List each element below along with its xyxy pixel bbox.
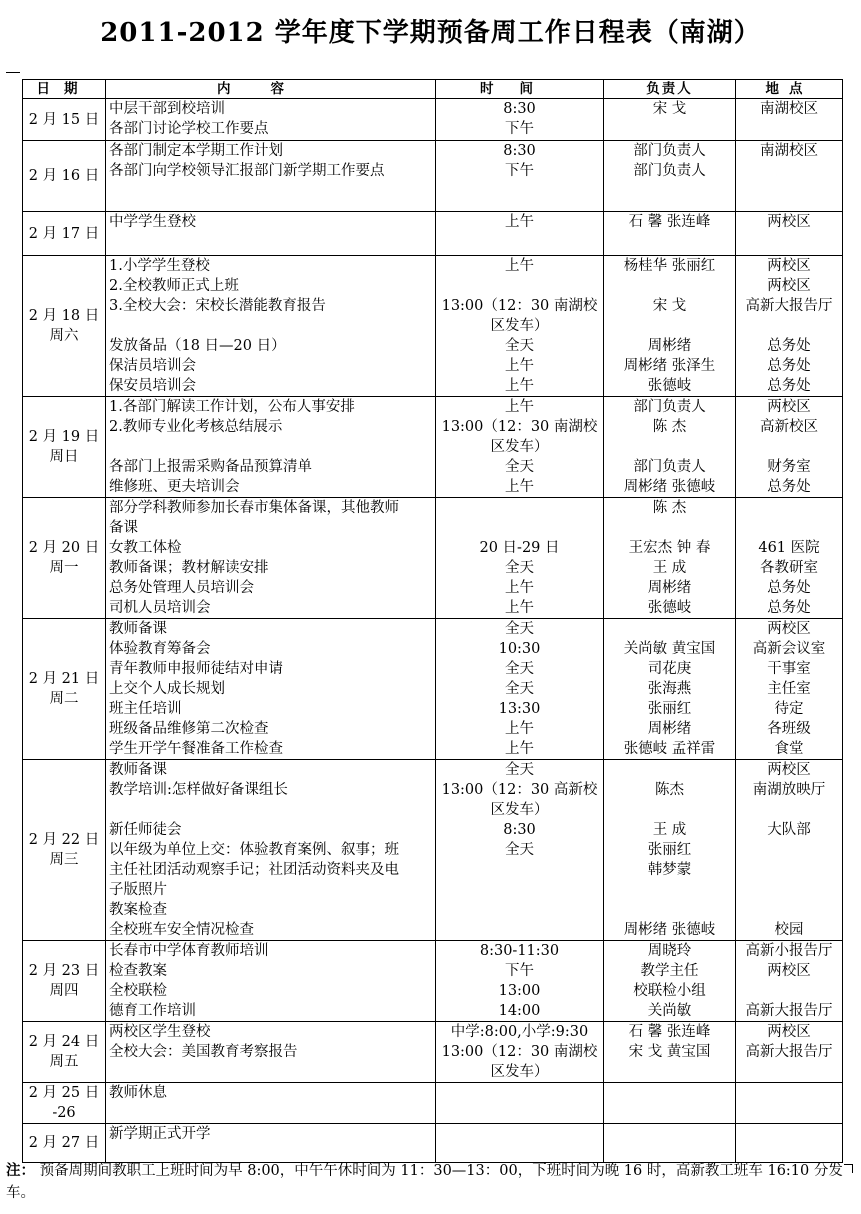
cell-time-line: 全天 xyxy=(505,459,534,475)
cell-person xyxy=(604,1083,736,1124)
corner-mark xyxy=(844,1164,853,1173)
cell-place xyxy=(736,1022,843,1083)
cell-person-line: 周彬绪 xyxy=(647,580,692,596)
cell-place-line xyxy=(739,1124,839,1144)
cell-person-line: 宋 戈 黄宝国 xyxy=(628,1044,711,1060)
cell-time xyxy=(436,619,604,760)
cell-content-line: 各部门制定本学期工作计划 xyxy=(109,143,283,159)
table-row xyxy=(23,99,843,141)
cell-time-line: 13:00（12：30 南湖校 xyxy=(441,298,598,314)
cell-content-line: 各部门讨论学校工作要点 xyxy=(109,121,269,137)
cell-time xyxy=(436,941,604,1022)
cell-place-line: 干事室 xyxy=(767,661,811,677)
cell-time-line: 下午 xyxy=(505,121,534,137)
cell-date xyxy=(23,619,106,760)
cell-date xyxy=(23,1124,106,1163)
date-line: 周四 xyxy=(49,983,79,999)
cell-content-line: 教师备课 xyxy=(109,621,167,637)
cell-person-line: 王 成 xyxy=(652,822,687,838)
cell-place-line xyxy=(739,518,839,538)
table-row xyxy=(23,397,843,498)
cell-person xyxy=(604,212,736,256)
cell-place-line: 主任室 xyxy=(767,681,811,697)
cell-date xyxy=(23,397,106,498)
cell-content-line: 1.小学学生登校 xyxy=(109,258,210,274)
cell-place-line: 高新大报告厅 xyxy=(745,298,833,314)
cell-place-line: 总务处 xyxy=(767,580,811,596)
header-person: 负责人 xyxy=(604,80,736,99)
cell-time-line xyxy=(439,920,600,940)
cell-time-line xyxy=(439,518,600,538)
cell-time-line xyxy=(439,1083,600,1103)
cell-person-line: 张丽红 xyxy=(647,842,692,858)
cell-place-line: 高新小报告厅 xyxy=(745,943,833,959)
cell-person-line: 王 成 xyxy=(652,560,687,576)
cell-content xyxy=(106,141,436,212)
date-line: 2 月 17 日 xyxy=(28,225,100,242)
cell-time-line: 10:30 xyxy=(498,641,541,657)
cell-content xyxy=(106,1083,436,1124)
cell-person-line xyxy=(607,619,732,639)
date-line: 2 月 24 日 xyxy=(28,1034,100,1050)
date-line: -26 xyxy=(52,1105,76,1121)
cell-time-line: 8:30 xyxy=(503,101,536,117)
cell-person xyxy=(604,1124,736,1163)
cell-place-line: 高新校区 xyxy=(760,419,818,435)
cell-person xyxy=(604,99,736,141)
cell-content-line: 部分学科教师参加长春市集体备课，其他教师 xyxy=(109,500,399,516)
cell-time-line: 全天 xyxy=(505,661,534,677)
cell-time-line: 上午 xyxy=(505,721,534,737)
cell-person-line: 张丽红 xyxy=(647,701,692,717)
table-row xyxy=(23,498,843,619)
cell-place-line xyxy=(739,800,839,820)
cell-time-line: 全天 xyxy=(505,621,534,637)
cell-person-line: 张德岐 xyxy=(647,378,692,394)
cell-content xyxy=(106,619,436,760)
cell-place-line xyxy=(739,498,839,518)
table-row xyxy=(23,619,843,760)
cell-person-line: 部门负责人 xyxy=(633,459,706,475)
cell-time-line xyxy=(439,860,600,880)
cell-content-line: 保安员培训会 xyxy=(109,378,196,394)
cell-place-line: 校园 xyxy=(774,922,804,938)
cell-person-line: 关尚敏 黄宝国 xyxy=(623,641,716,657)
cell-person xyxy=(604,141,736,212)
cell-person-line xyxy=(607,1062,732,1082)
cell-content-line: 学生开学午餐准备工作检查 xyxy=(109,741,283,757)
header-time: 时间 xyxy=(436,80,604,99)
cell-content-line: 中层干部到校培训 xyxy=(109,101,225,117)
cell-content-line: 1.各部门解读工作计划，公布人事安排 xyxy=(109,399,355,415)
cell-date xyxy=(23,212,106,256)
cell-person-line: 王宏杰 钟 春 xyxy=(628,540,711,556)
cell-content xyxy=(106,256,436,397)
cell-person-line: 陈杰 xyxy=(655,782,684,798)
table-row xyxy=(23,760,843,941)
cell-person-line xyxy=(607,1083,732,1103)
cell-content-line: 检查教案 xyxy=(109,963,167,979)
cell-place-line: 南湖放映厅 xyxy=(752,782,826,798)
cell-content-line: 体验教育筹备会 xyxy=(109,641,211,657)
cell-time-line: 13:00（12：30 高新校 xyxy=(441,782,598,798)
cell-time-line: 区发车） xyxy=(490,439,549,455)
cell-time-line: 13:00（12：30 南湖校 xyxy=(441,419,598,435)
cell-place-line: 两校区 xyxy=(767,762,811,778)
cell-time-line: 13:00 xyxy=(498,983,541,999)
schedule-table xyxy=(22,79,843,1163)
cell-content-line: 长春市中学体育教师培训 xyxy=(109,943,269,959)
cell-person-line xyxy=(607,316,732,336)
cell-time xyxy=(436,1022,604,1083)
cell-time-line: 13:30 xyxy=(498,701,541,717)
cell-time-line: 全天 xyxy=(505,681,534,697)
cell-content-line: 新学期正式开学 xyxy=(109,1126,211,1142)
cell-person-line: 周彬绪 张泽生 xyxy=(623,358,716,374)
cell-person-line: 石 馨 张连峰 xyxy=(628,1024,711,1040)
cell-content xyxy=(106,1022,436,1083)
cell-place xyxy=(736,99,843,141)
cell-content xyxy=(106,498,436,619)
cell-place-line: 高新会议室 xyxy=(752,641,826,657)
cell-time-line: 区发车） xyxy=(490,318,549,334)
note-label: 注： xyxy=(6,1162,35,1179)
cell-content-line: 维修班、更夫培训会 xyxy=(109,479,240,495)
cell-time xyxy=(436,141,604,212)
cell-place-line: 两校区 xyxy=(767,278,811,294)
cell-person xyxy=(604,498,736,619)
date-line: 周日 xyxy=(49,449,79,465)
cell-time-line: 区发车） xyxy=(490,802,549,818)
date-line: 2 月 18 日 xyxy=(28,308,100,324)
page-title: 2011-2012 学年度下学期预备周工作日程表（南湖） xyxy=(100,18,761,48)
cell-time-line: 上午 xyxy=(505,479,534,495)
cell-place-line: 总务处 xyxy=(767,378,811,394)
cell-place-line: 财务室 xyxy=(767,459,811,475)
table-row xyxy=(23,141,843,212)
cell-content-line: 青年教师申报师徒结对申请 xyxy=(109,661,283,677)
cell-content-line: 2.教师专业化考核总结展示 xyxy=(109,419,283,435)
table-row xyxy=(23,1083,843,1124)
cell-time-line: 8:30 xyxy=(503,143,536,159)
cell-place-line xyxy=(739,1062,839,1082)
cell-time-line: 8:30 xyxy=(503,822,536,838)
cell-place-line xyxy=(739,161,839,181)
cell-place-line: 两校区 xyxy=(767,621,811,637)
cell-person-line: 陈 杰 xyxy=(652,500,687,516)
cell-content-line: 女教工体检 xyxy=(109,540,182,556)
cell-date xyxy=(23,941,106,1022)
cell-person-line: 司花庚 xyxy=(647,661,692,677)
cell-place-line: 总务处 xyxy=(767,600,811,616)
cell-time-line: 上午 xyxy=(505,399,534,415)
cell-date xyxy=(23,256,106,397)
cell-content-line: 发放备品（18 日—20 日） xyxy=(109,338,286,354)
cell-content-line: 3.全校大会：宋校长潜能教育报告 xyxy=(109,298,326,314)
cell-person-line: 关尚敏 xyxy=(647,1003,692,1019)
date-line: 2 月 15 日 xyxy=(28,111,100,128)
cell-time xyxy=(436,1124,604,1163)
cell-place-line xyxy=(739,316,839,336)
cell-person-line: 韩梦蒙 xyxy=(647,862,692,878)
cell-time-line: 全天 xyxy=(505,842,534,858)
cell-person xyxy=(604,619,736,760)
date-line: 2 月 20 日 xyxy=(28,540,100,556)
cell-place xyxy=(736,498,843,619)
cell-person-line xyxy=(607,276,732,296)
cell-place-line: 高新大报告厅 xyxy=(745,1003,833,1019)
cell-person xyxy=(604,397,736,498)
date-line: 2 月 22 日 xyxy=(28,832,100,848)
cell-place-line: 两校区 xyxy=(767,258,811,274)
cell-person-line: 张德岐 孟祥雷 xyxy=(623,741,716,757)
cell-time xyxy=(436,99,604,141)
table-header-row xyxy=(23,80,843,99)
cell-time-line: 全天 xyxy=(505,762,534,778)
cell-content-line xyxy=(109,316,432,336)
cell-time-line: 下午 xyxy=(505,163,534,179)
cell-time xyxy=(436,212,604,256)
cell-place-line: 两校区 xyxy=(767,1024,811,1040)
table-row xyxy=(23,212,843,256)
cell-content xyxy=(106,941,436,1022)
cell-person-line: 张德岐 xyxy=(647,600,692,616)
date-line: 2 月 19 日 xyxy=(28,429,100,445)
cell-time-line: 全天 xyxy=(505,338,534,354)
cell-time-line: 20 日-29 日 xyxy=(479,540,560,556)
cell-time-line: 中学:8:00,小学:9:30 xyxy=(450,1024,589,1040)
cell-place-line xyxy=(739,860,839,880)
cell-time-line: 上午 xyxy=(505,741,534,757)
cell-time-line: 上午 xyxy=(505,258,534,274)
cell-place-line: 总务处 xyxy=(767,358,811,374)
header-content: 内容 xyxy=(106,80,436,99)
cell-person-line: 校联检小组 xyxy=(633,983,706,999)
cell-place-line xyxy=(739,880,839,900)
cell-place-line: 南湖校区 xyxy=(760,101,818,117)
cell-place-line xyxy=(739,900,839,920)
cell-place-line: 461 医院 xyxy=(758,540,820,556)
cell-place xyxy=(736,941,843,1022)
cell-place-line xyxy=(739,840,839,860)
cell-content-line: 各部门向学校领导汇报部门新学期工作要点 xyxy=(109,163,385,179)
cell-time xyxy=(436,397,604,498)
table-row xyxy=(23,941,843,1022)
cell-person-line xyxy=(607,1124,732,1144)
cell-time-line xyxy=(439,880,600,900)
cell-time-line: 下午 xyxy=(505,963,534,979)
date-line: 2 月 27 日 xyxy=(28,1135,100,1151)
cell-person xyxy=(604,760,736,941)
cell-content xyxy=(106,1124,436,1163)
cell-content-line: 保洁员培训会 xyxy=(109,358,196,374)
cell-time-line xyxy=(439,1124,600,1144)
date-line: 周一 xyxy=(49,560,79,576)
cell-content-line: 备课 xyxy=(109,520,138,536)
cell-person-line: 宋 戈 xyxy=(652,298,687,314)
cell-place-line: 总务处 xyxy=(767,338,811,354)
cell-content-line: 子版照片 xyxy=(109,882,167,898)
cell-place-line: 两校区 xyxy=(767,214,811,230)
cell-content-line: 教师备课 xyxy=(109,762,167,778)
cell-person-line: 部门负责人 xyxy=(633,143,706,159)
cell-place-line: 高新大报告厅 xyxy=(745,1044,833,1060)
cell-person-line: 杨桂华 张丽红 xyxy=(623,258,716,274)
cell-content xyxy=(106,760,436,941)
date-line: 2 月 16 日 xyxy=(28,168,100,184)
cell-person-line: 周彬绪 xyxy=(647,338,692,354)
cell-place-line: 总务处 xyxy=(767,479,811,495)
cell-time-line: 上午 xyxy=(505,580,534,596)
header-place: 地点 xyxy=(736,80,843,99)
date-line: 周五 xyxy=(49,1054,79,1070)
cell-time-line: 8:30-11:30 xyxy=(479,943,560,959)
cell-time xyxy=(436,256,604,397)
cell-place-line xyxy=(739,437,839,457)
cell-content-line: 上交个人成长规划 xyxy=(109,681,225,697)
cell-place-line: 食堂 xyxy=(774,741,804,757)
cell-person-line: 周彬绪 张德岐 xyxy=(623,479,716,495)
cell-date xyxy=(23,1022,106,1083)
cell-time-line: 全天 xyxy=(505,560,534,576)
cell-place xyxy=(736,212,843,256)
cell-person-line: 陈 杰 xyxy=(652,419,687,435)
cell-content-line: 全校班车安全情况检查 xyxy=(109,922,254,938)
footer-note xyxy=(6,1160,858,1204)
cell-content-line: 班级备品维修第二次检查 xyxy=(109,721,269,737)
cell-date xyxy=(23,498,106,619)
cell-time xyxy=(436,498,604,619)
cell-content-line: 中学学生登校 xyxy=(109,214,196,230)
cell-content-line xyxy=(109,437,432,457)
cell-place xyxy=(736,1124,843,1163)
cell-time xyxy=(436,1083,604,1124)
cell-content xyxy=(106,99,436,141)
cell-place xyxy=(736,141,843,212)
cell-place-line: 两校区 xyxy=(767,963,811,979)
cell-time-line: 上午 xyxy=(505,214,534,230)
cell-person-line xyxy=(607,800,732,820)
cell-content-line: 全校联检 xyxy=(109,983,167,999)
cell-time-line: 上午 xyxy=(505,358,534,374)
table-row xyxy=(23,1022,843,1083)
date-line: 周二 xyxy=(49,691,79,707)
cell-place-line: 南湖校区 xyxy=(760,143,818,159)
cell-content-line: 两校区学生登校 xyxy=(109,1024,211,1040)
cell-time-line: 13:00（12：30 南湖校 xyxy=(441,1044,598,1060)
cell-person xyxy=(604,941,736,1022)
cell-place-line: 两校区 xyxy=(767,399,811,415)
cell-person-line xyxy=(607,760,732,780)
cell-time-line: 上午 xyxy=(505,378,534,394)
cell-time-line: 14:00 xyxy=(498,1003,541,1019)
cell-content-line: 全校大会：美国教育考察报告 xyxy=(109,1044,298,1060)
cell-date xyxy=(23,99,106,141)
cell-time-line: 上午 xyxy=(505,600,534,616)
table-row xyxy=(23,1124,843,1163)
cell-time-line xyxy=(439,498,600,518)
table-row xyxy=(23,256,843,397)
cell-time-line xyxy=(439,900,600,920)
cell-time xyxy=(436,760,604,941)
cell-content-line: 教师休息 xyxy=(109,1085,167,1101)
date-line: 2 月 25 日 xyxy=(28,1085,100,1101)
date-line: 2 月 23 日 xyxy=(28,963,100,979)
cell-person-line: 周晓玲 xyxy=(647,943,692,959)
cell-person-line xyxy=(607,880,732,900)
date-line: 2 月 21 日 xyxy=(28,671,100,687)
cell-content-line xyxy=(109,1062,432,1082)
cell-person-line: 教学主任 xyxy=(640,963,699,979)
cell-person-line: 周彬绪 张德岐 xyxy=(623,922,716,938)
cell-content-line: 教案检查 xyxy=(109,902,167,918)
cell-place-line xyxy=(739,1083,839,1103)
note-text: 预备周期间教职工上班时间为早 8:00，中午午休时间为 11：30—13：00，下班时间为晚 16 时，高新教工班车 16:10 分发车。 xyxy=(6,1163,843,1201)
cell-content-line: 班主任培训 xyxy=(109,701,182,717)
cell-place xyxy=(736,619,843,760)
cell-person-line: 部门负责人 xyxy=(633,399,706,415)
cell-place xyxy=(736,1083,843,1124)
divider xyxy=(6,72,20,73)
cell-place-line: 各班级 xyxy=(767,721,811,737)
cell-place xyxy=(736,397,843,498)
cell-person-line: 宋 戈 xyxy=(652,101,687,117)
cell-person-line: 石 馨 张连峰 xyxy=(628,214,711,230)
cell-place-line: 待定 xyxy=(774,701,804,717)
cell-person-line: 周彬绪 xyxy=(647,721,692,737)
cell-place xyxy=(736,256,843,397)
header-date: 日期 xyxy=(23,80,106,99)
cell-place-line xyxy=(739,981,839,1001)
cell-content-line: 各部门上报需采购备品预算清单 xyxy=(109,459,312,475)
cell-date xyxy=(23,760,106,941)
cell-person-line xyxy=(607,119,732,139)
cell-person xyxy=(604,256,736,397)
cell-content-line xyxy=(109,800,432,820)
cell-place-line: 大队部 xyxy=(767,822,811,838)
cell-content xyxy=(106,397,436,498)
cell-content-line: 德育工作培训 xyxy=(109,1003,196,1019)
cell-person-line xyxy=(607,518,732,538)
cell-content-line: 新任师徒会 xyxy=(109,822,182,838)
cell-content-line: 司机人员培训会 xyxy=(109,600,211,616)
cell-content-line: 总务处管理人员培训会 xyxy=(109,580,254,596)
cell-place-line xyxy=(739,119,839,139)
cell-place xyxy=(736,760,843,941)
cell-content-line: 主任社团活动观察手记；社团活动资料夹及电 xyxy=(109,862,399,878)
cell-person-line xyxy=(607,437,732,457)
cell-date xyxy=(23,141,106,212)
cell-place-line: 各教研室 xyxy=(760,560,818,576)
date-line: 周三 xyxy=(49,852,79,868)
cell-time-line xyxy=(439,276,600,296)
cell-person-line xyxy=(607,900,732,920)
cell-person-line: 张海燕 xyxy=(647,681,692,697)
cell-person-line: 部门负责人 xyxy=(633,163,706,179)
cell-content-line: 2.全校教师正式上班 xyxy=(109,278,239,294)
cell-content-line: 教师备课；教材解读安排 xyxy=(109,560,269,576)
cell-content xyxy=(106,212,436,256)
cell-content-line: 以年级为单位上交：体验教育案例、叙事；班 xyxy=(109,842,399,858)
cell-person xyxy=(604,1022,736,1083)
cell-content-line: 教学培训:怎样做好备课组长 xyxy=(109,782,288,798)
cell-time-line: 区发车） xyxy=(490,1064,549,1080)
date-line: 周六 xyxy=(49,328,79,344)
cell-date xyxy=(23,1083,106,1124)
